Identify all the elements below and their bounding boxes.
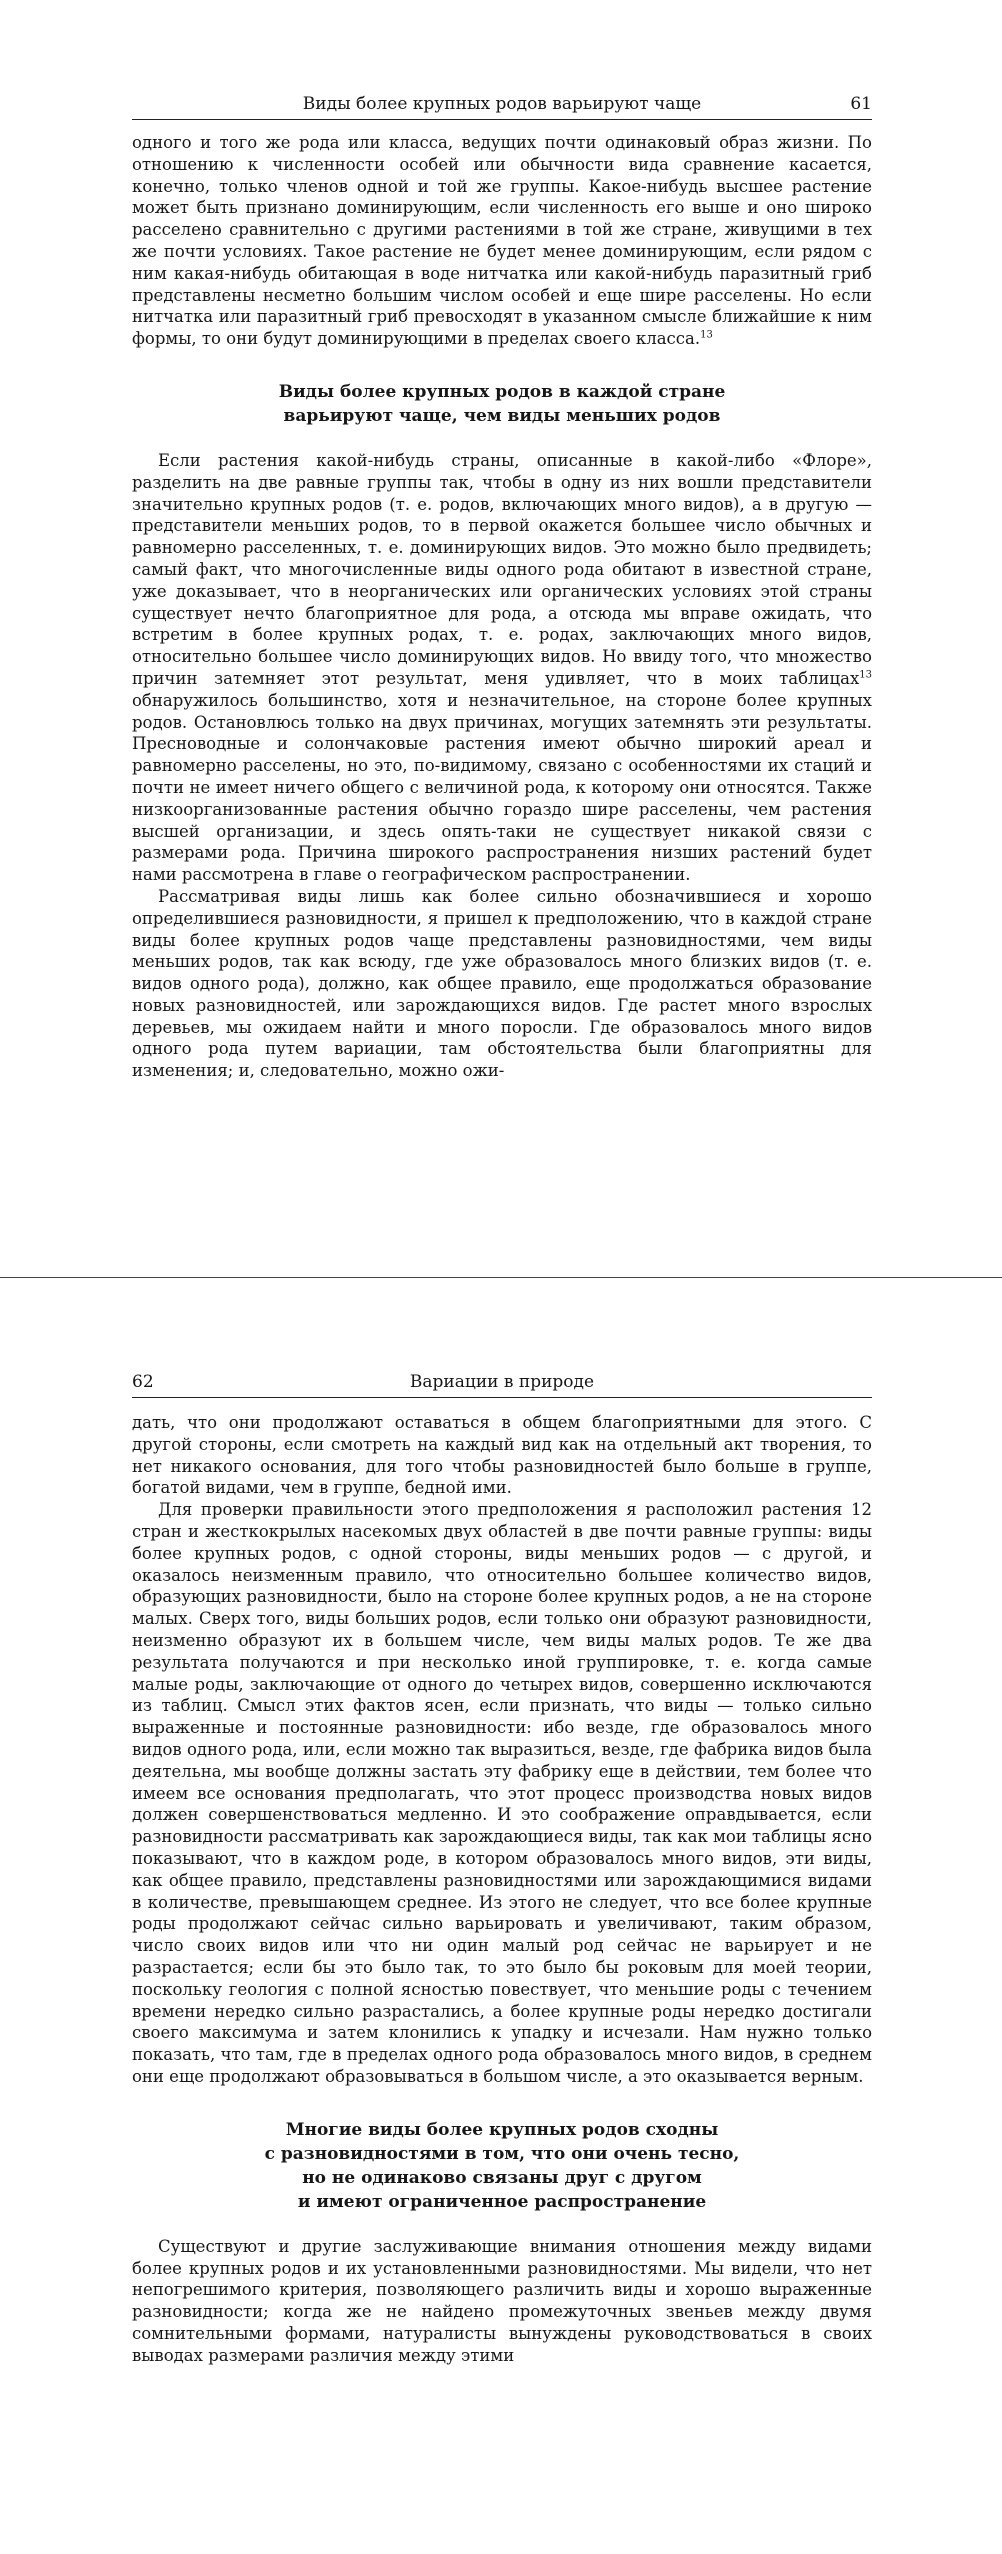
running-header: [132, 1368, 872, 1398]
header-rule: [132, 1397, 872, 1398]
paragraph: [132, 450, 872, 886]
heading-line: с разновидностями в том, что они очень тесно,: [264, 2143, 740, 2164]
running-title: Виды более крупных родов варьируют чаще: [302, 94, 702, 114]
running-header: [132, 90, 872, 120]
paragraph: Для проверки правильности этого предположения я расположил растения 12 стран и жесткокрылых насекомых двух областей в две почти равные группы: виды более крупных родов, с одной стороны, виды меньших родов — с другой, и оказалось неизменным правило, что относительно большее количество видов, образующих разновидности, было на стороне более крупных родов, а не на стороне малых. Сверх того, виды больших родов, если только они образуют разновидности, неизменно образуют их в большем числе, чем виды малых родов. Те же два результата получаются и при несколько иной группировке, т. е. когда самые малые роды, заключающие от одного до четырех видов, совершенно исключаются из таблиц. Смысл этих фактов ясен, если признать, что виды — только сильно выраженные и постоянные разновидности: ибо везде, где образовалось много видов одного рода, или, если можно так выразиться, везде, где фабрика видов была деятельна, мы вообще должны застать эту фабрику еще в действии, тем более что имеем все основания предполагать, что этот процесс производства новых видов должен совершенствоваться медленно. И это соображение оправдывается, если разновидности рассматривать как зарождающиеся виды, так как мои таблицы ясно показывают, что в каждом роде, в котором образовалось много видов, эти виды, как общее правило, представлены разновидностями или зарождающимися видами в количестве, превышающем среднее. Из этого не следует, что все более крупные роды продолжают сейчас сильно варьировать и увеличивают, таким образом, число своих видов или что ни один малый род сейчас не варьирует и не разрастается; если бы это было так, то это было бы роковым для моей теории, поскольку геология с полной ясностью повествует, что меньшие роды с течением времени нередко сильно разрастались, а более крупные роды нередко достигали своего максимума и затем клонились к упадку и исчезали. Нам нужно только показать, что там, где в пределах одного рода образовалось много видов, в среднем они еще продолжают образовываться в большом числе, а это оказывается верным.: [132, 1500, 872, 2086]
paragraph: [132, 132, 872, 350]
header-rule: [132, 119, 872, 120]
paragraph-text: Если растения какой-нибудь страны, описанные в какой-либо «Флоре», разделить на две равные группы так, чтобы в одну из них вошли представители значительно крупных родов (т. е. родов, включающих много видов), а в другую — представители меньших родов, то в первой окажется большее число обычных и равномерно расселенных, т. е. доминирующих видов. Это можно было предвидеть; самый факт, что многочисленные виды одного рода обитают в известной стране, уже доказывает, что в неорганических или органических условиях этой страны существует нечто благоприятное для рода, а отсюда мы вправе ожидать, что встретим в более крупных родах, т. е. родах, заключающих много видов, относительно большее число доминирующих видов. Но ввиду того, что множество причин затемняет этот результат, меня удивляет, что в моих таблицах: [132, 450, 872, 688]
heading-line: и имеют ограниченное распространение: [297, 2191, 707, 2212]
paragraph-text: обнаружилось большинство, хотя и незначительное, на стороне более крупных родов. Остановлюсь только на двух причинах, могущих затемнять эти результаты. Пресноводные и солончаковые растения имеют обычно широкий ареал и равномерно расселены, но это, по-видимому, связано с особенностями их стаций и почти не имеет ничего общего с величиной рода, к которому они относятся. Также низкоорганизованные растения обычно гораздо шире расселены, чем растения высшей организации, и здесь опять-таки не существует никакой связи с размерами рода. Причина широкого распространения низших растений будет нами рассмотрена в главе о географическом распространении.: [132, 690, 872, 885]
running-title: Вариации в природе: [409, 1372, 595, 1392]
paragraph: дать, что они продолжают оставаться в общем благоприятными для этого. С другой стороны, если смотреть на каждый вид как на отдельный акт творения, то нет никакого основания, для того чтобы разновидностей было больше в группе, богатой видами, чем в группе, бедной ими.: [132, 1413, 872, 1498]
section-heading: [132, 380, 872, 428]
page-body: [132, 1412, 872, 2366]
page-body: [132, 132, 872, 1082]
footnote-ref: 13: [859, 669, 872, 681]
page-62: [0, 1278, 1002, 2554]
heading-line: но не одинаково связаны друг с другом: [302, 2167, 702, 2188]
paragraph: Существуют и другие заслуживающие внимания отношения между видами более крупных родов и их установленными разновидностями. Мы видели, что нет непогрешимого критерия, позволяющего различить виды и хорошо выраженные разновидности; когда же не найдено промежуточных звеньев между двумя сомнительными формами, натуралисты вынуждены руководствоваться в своих выводах размерами различия между этими: [132, 2236, 872, 2365]
paragraph-text: одного и того же рода или класса, ведущих почти одинаковый образ жизни. По отношению к численности особей или обычности вида сравнение касается, конечно, только членов одной и той же группы. Какое-нибудь высшее растение может быть признано доминирующим, если численность его выше и оно широко расселено сравнительно с другими растениями в той же стране, живущими в тех же почти условиях. Такое растение не будет менее доминирующим, если рядом с ним какая-нибудь обитающая в воде нитчатка или какой-нибудь паразитный гриб представлены несметно большим числом особей и еще шире расселены. Но если нитчатка или паразитный гриб превосходят в указанном смысле ближайшие к ним формы, то они будут доминирующими в пределах своего класса.: [132, 133, 872, 349]
footnote-ref: 13: [700, 329, 713, 341]
page-number: 62: [132, 1372, 154, 1392]
heading-line: Многие виды более крупных родов сходны: [285, 2119, 719, 2140]
section-heading: [132, 2118, 872, 2214]
heading-line: варьируют чаще, чем виды меньших родов: [283, 405, 721, 426]
page-number: 61: [850, 94, 872, 114]
paragraph: Рассматривая виды лишь как более сильно обозначившиеся и хорошо определившиеся разновидности, я пришел к предположению, что в каждой стране виды более крупных родов чаще представлены разновидностями, чем виды меньших родов, так как всюду, где уже образовалось много близких видов (т. е. видов одного рода), должно, как общее правило, еще продолжаться образование новых разновидностей, или зарождающихся видов. Где растет много взрослых деревьев, мы ожидаем найти и много поросли. Где образовалось много видов одного рода путем вариации, там обстоятельства были благоприятны для изменения; и, следовательно, можно ожи-: [132, 886, 872, 1081]
heading-line: Виды более крупных родов в каждой стране: [278, 381, 726, 402]
